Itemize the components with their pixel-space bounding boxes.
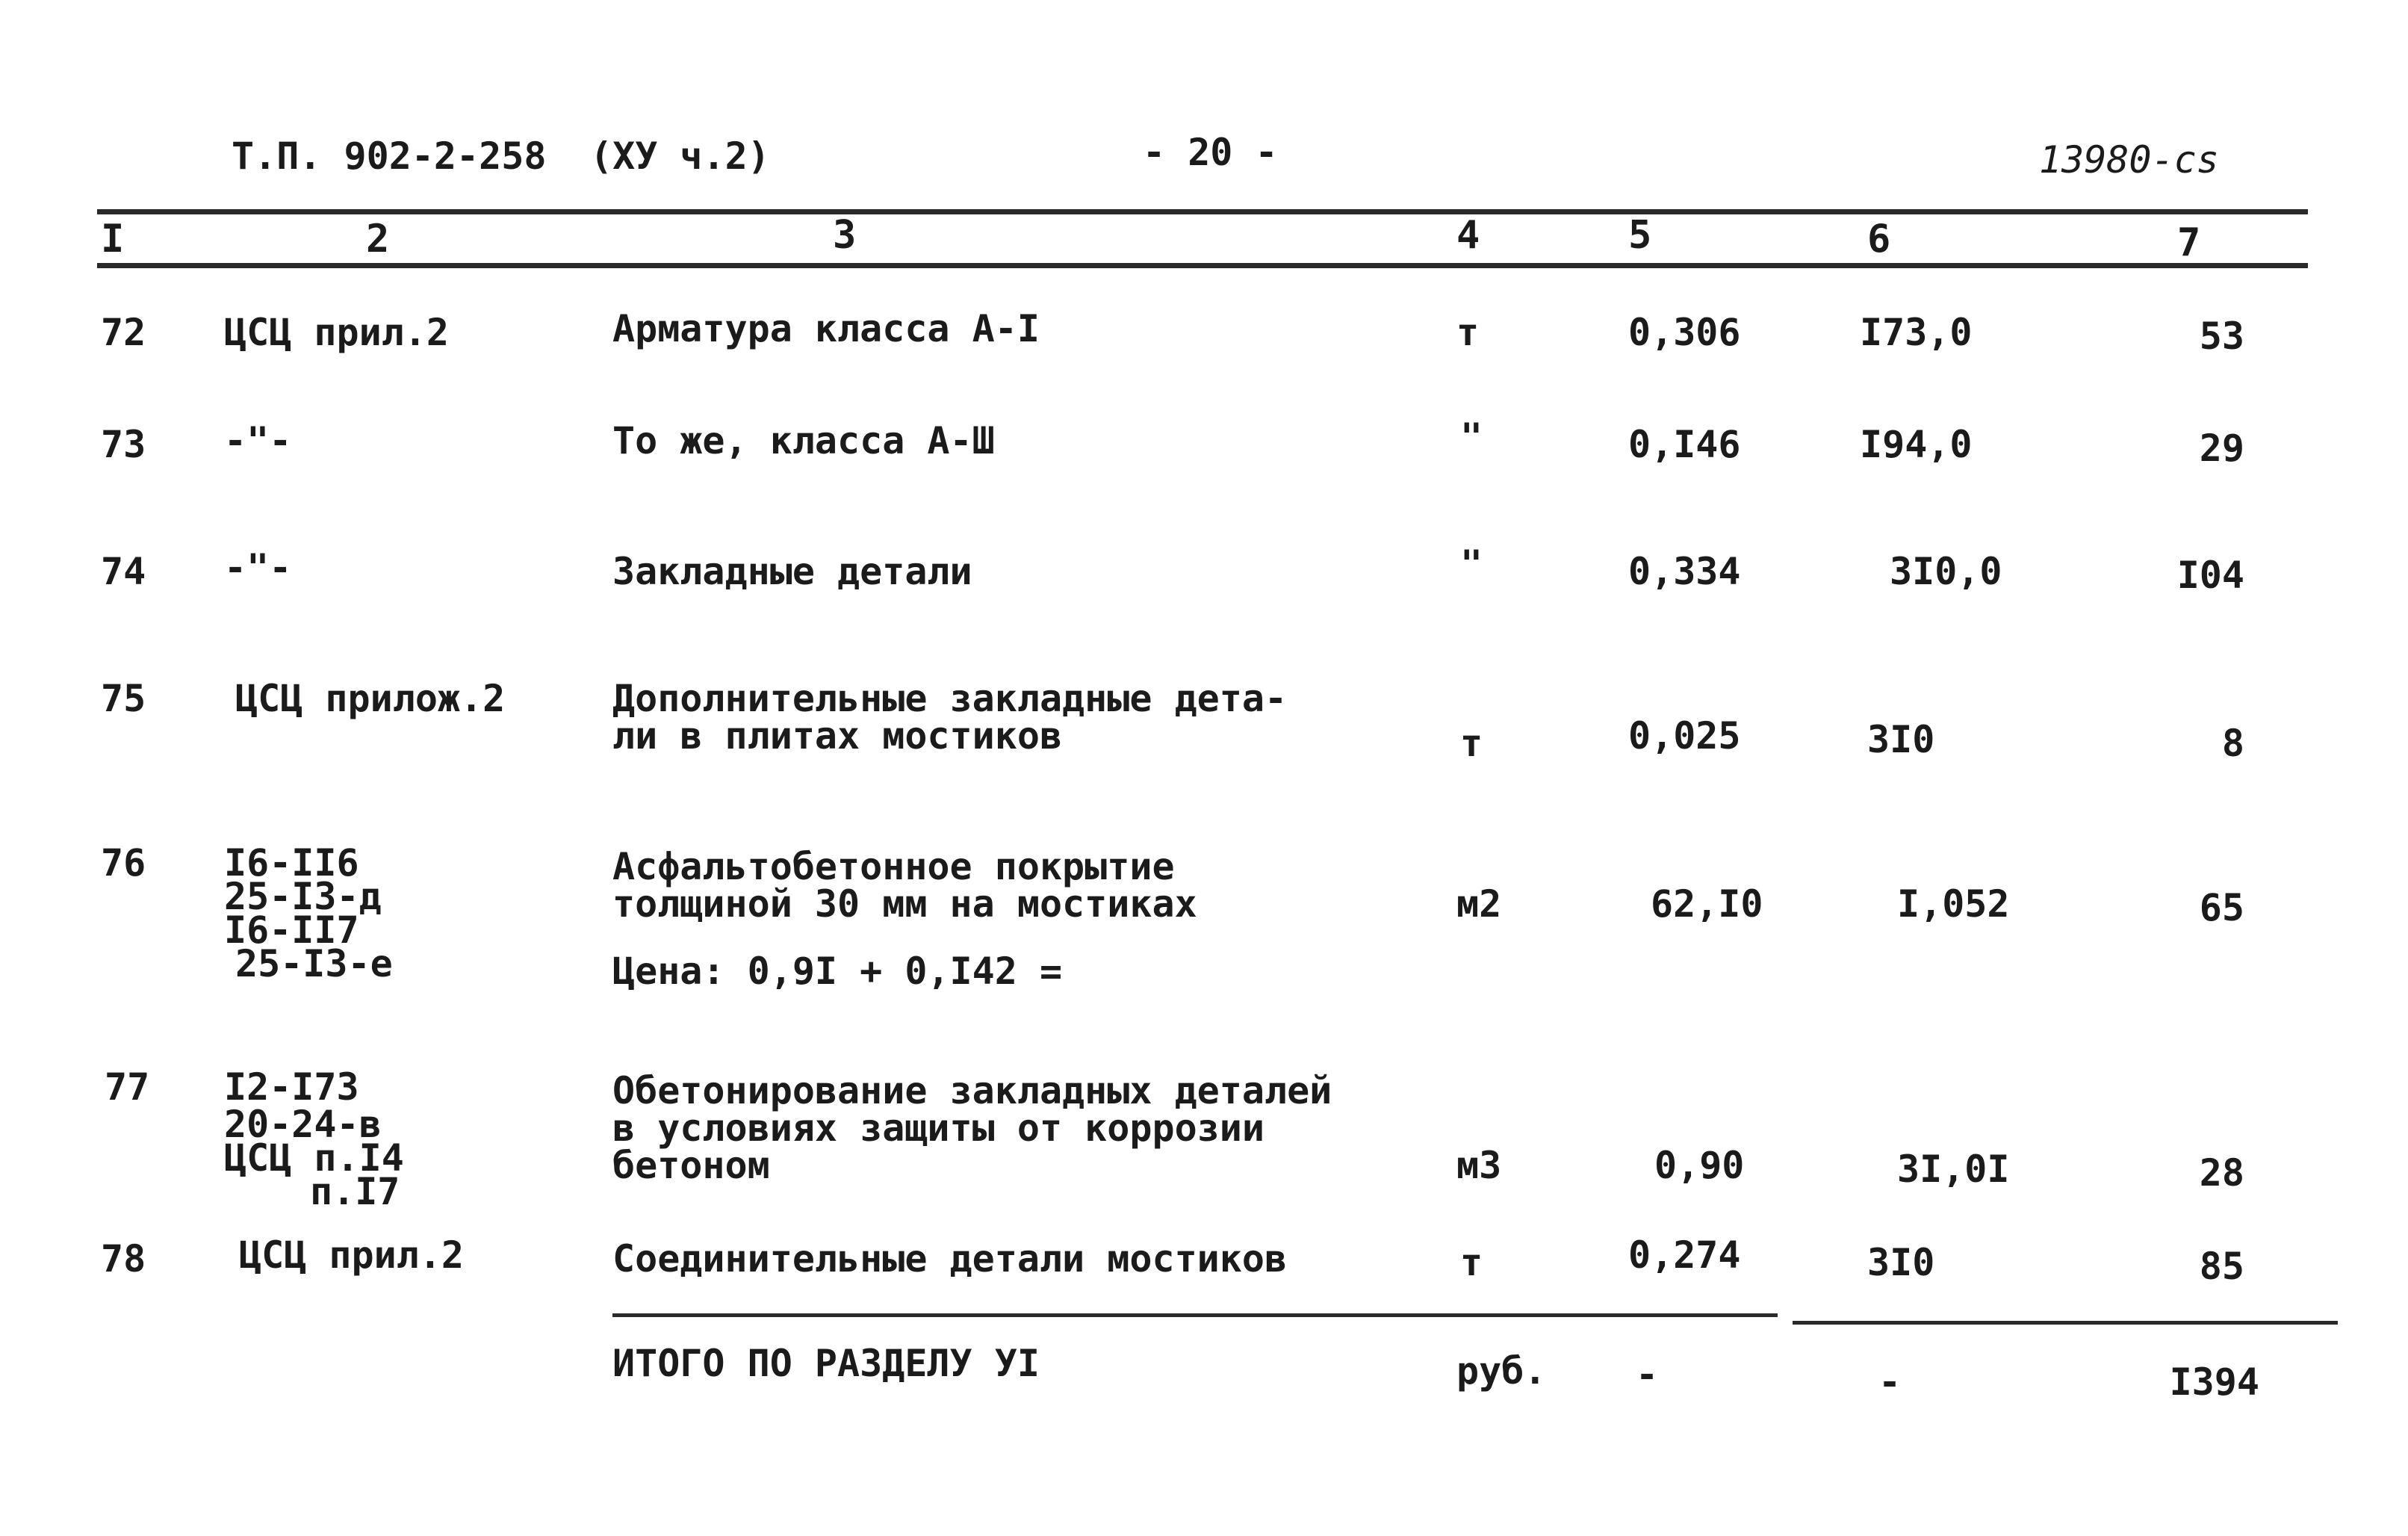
- row-description-line: в условиях защиты от коррозии: [612, 1106, 1264, 1150]
- row-description: Закладные детали: [612, 550, 972, 593]
- row-code-line: I2-I73: [224, 1065, 359, 1109]
- row-description-line: Асфальтобетонное покрытие: [612, 845, 1175, 888]
- row-total: 53: [2199, 315, 2244, 358]
- row-number: 74: [101, 550, 146, 593]
- row-description: Соединительные детали мостиков: [612, 1237, 1288, 1280]
- page-number: - 20 -: [1143, 131, 1278, 174]
- row-number: 77: [105, 1065, 150, 1109]
- row-price: 3I0: [1867, 718, 1935, 761]
- row-code: -"-: [224, 419, 292, 462]
- row-price: 3I0,0: [1890, 550, 2002, 593]
- row-quantity: 0,334: [1628, 550, 1741, 593]
- total-amount: I394: [2169, 1360, 2259, 1404]
- row-total: 85: [2199, 1245, 2244, 1288]
- row-number: 72: [101, 311, 146, 354]
- row-description-line: ли в плитах мостиков: [612, 714, 1063, 758]
- total-unit: руб.: [1456, 1349, 1547, 1393]
- total-quantity: -: [1636, 1353, 1659, 1396]
- header-rule-bottom: [97, 263, 2308, 268]
- row-total: 29: [2199, 427, 2244, 470]
- row-number: 75: [101, 677, 146, 720]
- row-price: I,052: [1897, 882, 2010, 926]
- row-unit: т: [1456, 311, 1480, 354]
- header-rule-top: [97, 209, 2308, 214]
- row-description-line: бетоном: [612, 1144, 770, 1187]
- column-number-5: 5: [1628, 213, 1652, 258]
- row-code-line: ЦСЦ п.I4: [224, 1136, 404, 1180]
- total-separator-right: [1793, 1321, 2338, 1325]
- row-code-line: 25-I3-д: [224, 875, 382, 918]
- row-code-line: 25-I3-е: [235, 942, 393, 985]
- column-number-6: 6: [1867, 217, 1891, 261]
- row-total: I04: [2176, 554, 2244, 597]
- column-number-1: I: [101, 217, 125, 261]
- total-price: -: [1878, 1360, 1902, 1404]
- row-price: I94,0: [1860, 423, 1973, 466]
- row-code-line: п.I7: [310, 1170, 400, 1213]
- row-code: -"-: [224, 546, 292, 589]
- document-reference: Т.П. 902-2-258: [232, 134, 547, 178]
- row-unit: т: [1460, 1241, 1483, 1284]
- row-total: 28: [2199, 1151, 2244, 1195]
- row-unit: ": [1460, 542, 1483, 586]
- price-formula: Цена: 0,9I + 0,I42 =: [612, 950, 1063, 993]
- row-unit: м2: [1456, 882, 1502, 926]
- row-description-line: толщиной 30 мм на мостиках: [612, 882, 1197, 926]
- row-description-line: Обетонирование закладных деталей: [612, 1069, 1332, 1112]
- row-quantity: 0,025: [1628, 714, 1741, 758]
- row-unit: м3: [1456, 1144, 1502, 1187]
- row-number: 73: [101, 423, 146, 466]
- column-number-3: 3: [833, 213, 857, 258]
- total-separator-left: [612, 1313, 1778, 1317]
- row-code-line: I6-II6: [224, 841, 359, 885]
- row-quantity: 0,274: [1628, 1233, 1741, 1277]
- total-label: ИТОГО ПО РАЗДЕЛУ УI: [612, 1342, 1040, 1385]
- column-number-7: 7: [2177, 220, 2201, 265]
- row-code: ЦСЦ прилож.2: [235, 677, 506, 720]
- row-number: 76: [101, 841, 146, 885]
- row-quantity: 0,90: [1654, 1144, 1745, 1187]
- row-code: ЦСЦ прил.2: [239, 1233, 465, 1277]
- sheet-code: 13980-cs: [2039, 138, 2219, 182]
- row-price: 3I,0I: [1897, 1148, 2010, 1191]
- row-description-line: Дополнительные закладные дета-: [612, 677, 1288, 720]
- row-unit: ": [1460, 415, 1483, 459]
- row-quantity: 62,I0: [1651, 882, 1763, 926]
- row-total: 8: [2221, 722, 2244, 765]
- row-description: То же, класса A-Ш: [612, 419, 995, 462]
- row-number: 78: [101, 1237, 146, 1280]
- row-unit: т: [1460, 722, 1483, 765]
- row-quantity: 0,306: [1628, 311, 1741, 354]
- row-quantity: 0,I46: [1628, 423, 1741, 466]
- row-description: Арматура класса A-I: [612, 307, 1040, 350]
- row-code: ЦСЦ прил.2: [224, 311, 450, 354]
- row-total: 65: [2199, 886, 2244, 929]
- row-code-line: I6-II7: [224, 908, 359, 952]
- row-price: I73,0: [1860, 311, 1973, 354]
- section-reference: (ХУ ч.2): [590, 134, 770, 178]
- column-number-2: 2: [366, 217, 390, 261]
- column-number-4: 4: [1456, 213, 1480, 258]
- row-code-line: 20-24-в: [224, 1103, 382, 1146]
- row-price: 3I0: [1867, 1241, 1935, 1284]
